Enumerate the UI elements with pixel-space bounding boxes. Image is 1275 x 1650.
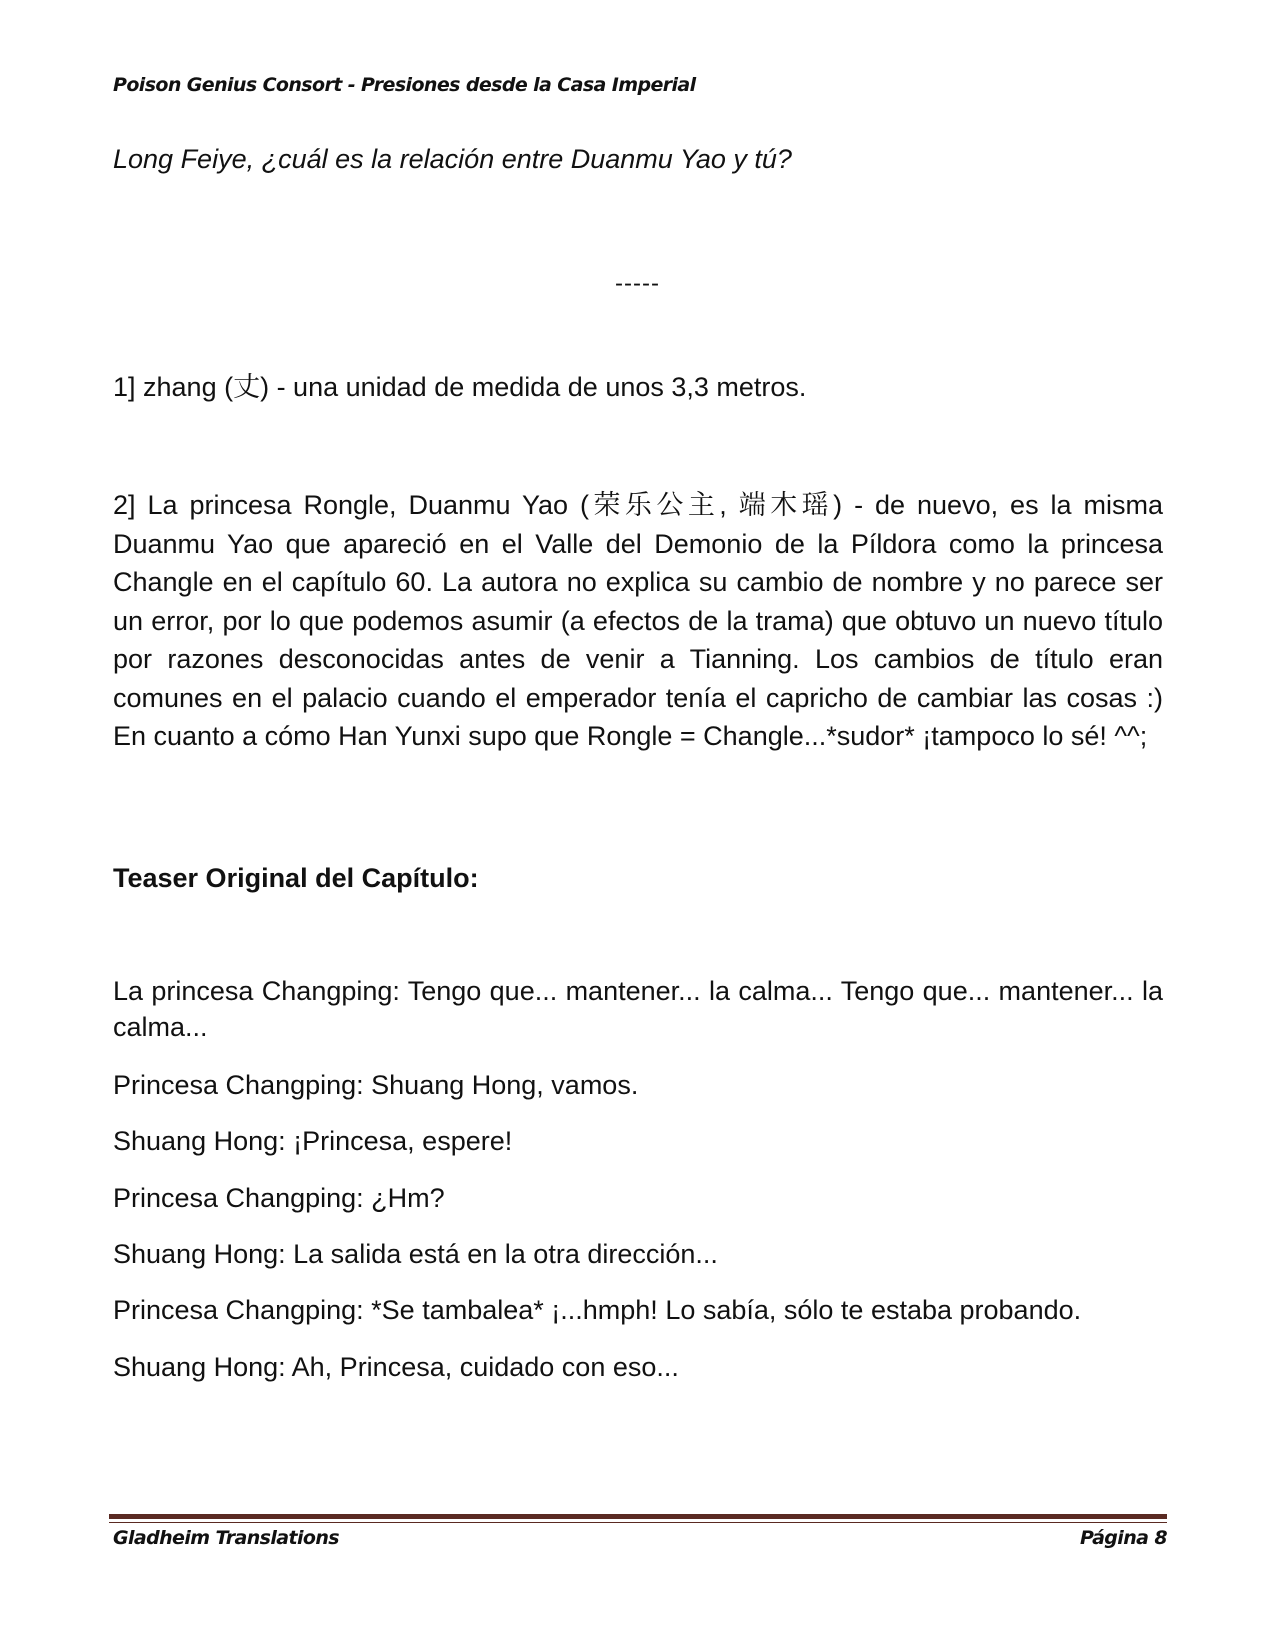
page-number: Página 8 [1079,1527,1167,1549]
question-line: Long Feiye, ¿cuál es la relación entre Duanmu Yao y tú? [113,144,792,174]
footer-publisher: Gladheim Translations [113,1527,339,1549]
footnote-1: 1] zhang (丈) - una unidad de medida de unos 3,3 metros. [113,372,807,402]
dialogue-line: Shuang Hong: Ah, Princesa, cuidado con eso... [113,1352,679,1382]
teaser-heading: Teaser Original del Capítulo: [113,863,479,893]
dialogue-line: La princesa Changping: Tengo que... mantener... la calma... Tengo que... mantener... la calma... [113,976,1163,1042]
dialogue-line: Princesa Changping: ¿Hm? [113,1183,445,1213]
page-header-title: Poison Genius Consort - Presiones desde la Casa Imperial [113,74,696,96]
dialogue-line: Princesa Changping: *Se tambalea* ¡...hmph! Lo sabía, sólo te estaba probando. [113,1295,1082,1325]
dialogue-line: Shuang Hong: La salida está en la otra dirección... [113,1239,718,1269]
footnote-2: 2] La princesa Rongle, Duanmu Yao (荣乐公主, 端木瑶) - de nuevo, es la misma Duanmu Yao que apareció en el Valle del Demonio de la Píldora como la princesa Changle en el capítulo 60. La autora no explica su cambio de nombre y no parece ser un error, por lo que podemos asumir (a efectos de la trama) que obtuvo un nuevo título por razones desconocidas antes de venir a Tianning. Los cambios de título eran comunes en el palacio cuando el emperador tenía el capricho de cambiar las cosas :) En cuanto a cómo Han Yunxi supo que Rongle = Changle...*sudor* ¡tampoco lo sé! ^^; [113,490,1163,751]
section-separator: ----- [615,270,660,297]
dialogue-line: Shuang Hong: ¡Princesa, espere! [113,1126,513,1156]
footer-rule-thin [109,1522,1167,1523]
footer-rule [109,1514,1167,1519]
dialogue-line: Princesa Changping: Shuang Hong, vamos. [113,1070,639,1100]
